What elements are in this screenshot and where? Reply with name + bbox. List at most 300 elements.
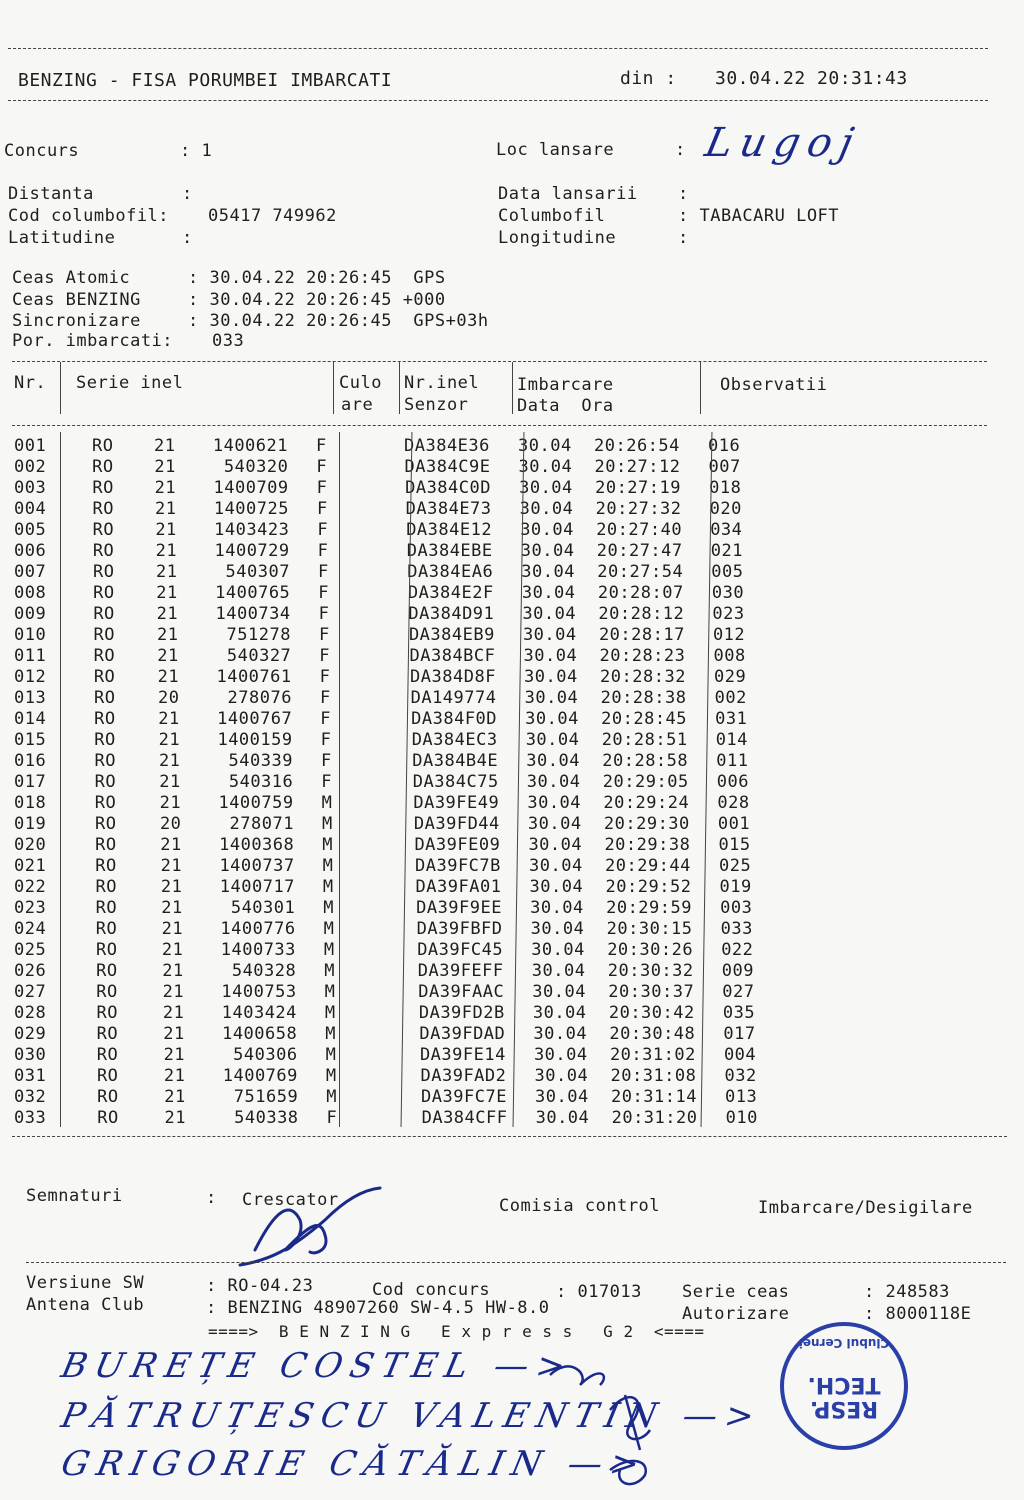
row-year: 21 xyxy=(156,604,179,624)
row-ring-number: 540338 xyxy=(234,1108,299,1128)
row-date: 30.04 xyxy=(527,814,582,834)
row-year: 21 xyxy=(156,625,179,645)
row-observation: 029 xyxy=(714,667,747,687)
row-time: 20:26:54 xyxy=(594,436,680,456)
table-header-bottom-border xyxy=(12,425,987,426)
table-row xyxy=(0,667,1024,688)
row-nr: 020 xyxy=(14,835,47,855)
row-color: F xyxy=(320,751,332,771)
ceas-benzing-value: : 30.04.22 20:26:45 +000 xyxy=(188,290,446,310)
row-nr: 016 xyxy=(14,751,47,771)
row-sensor: DA39FEFF xyxy=(417,961,504,981)
row-color: M xyxy=(324,1003,336,1023)
longitudine-value: : xyxy=(678,228,689,248)
row-sensor: DA39FAAC xyxy=(418,982,505,1002)
row-nr: 006 xyxy=(14,541,47,561)
club-stamp-icon xyxy=(780,1322,908,1450)
row-year: 21 xyxy=(155,562,178,582)
row-nr: 008 xyxy=(14,583,47,603)
header-nr: Nr. xyxy=(14,373,47,393)
row-year: 21 xyxy=(162,1003,185,1023)
sincronizare-label: Sincronizare xyxy=(12,311,141,331)
row-observation: 019 xyxy=(719,877,752,897)
row-date: 30.04 xyxy=(519,499,574,519)
row-year: 21 xyxy=(161,919,184,939)
loc-lansare-colon: : xyxy=(675,140,686,160)
row-ring-number: 1403423 xyxy=(214,520,290,540)
columbofil-value: : TABACARU LOFT xyxy=(678,206,840,226)
row-country: RO xyxy=(95,919,118,939)
row-country: RO xyxy=(95,877,117,897)
table-bottom-border xyxy=(12,1136,1007,1137)
row-country: RO xyxy=(93,625,115,645)
columbofil-label: Columbofil xyxy=(498,206,606,226)
row-year: 21 xyxy=(157,646,179,666)
autorizare-value: : 8000118E xyxy=(864,1304,972,1324)
row-time: 20:27:54 xyxy=(597,562,684,582)
row-date: 30.04 xyxy=(524,688,579,708)
row-time: 20:27:32 xyxy=(595,499,682,519)
row-observation: 006 xyxy=(716,772,750,792)
row-country: RO xyxy=(96,1024,119,1044)
loc-lansare-label: Loc lansare xyxy=(496,140,615,160)
cod-columbofil-value: 05417 749962 xyxy=(208,206,337,226)
col-divider xyxy=(700,362,701,414)
row-ring-number: 1400725 xyxy=(213,499,289,519)
row-time: 20:29:52 xyxy=(605,877,692,897)
row-nr: 011 xyxy=(14,646,47,666)
row-sensor: DA384F0D xyxy=(411,709,498,729)
table-row xyxy=(0,436,1024,457)
row-date: 30.04 xyxy=(527,793,582,813)
data-lansarii-label: Data lansarii xyxy=(498,184,638,204)
row-date: 30.04 xyxy=(528,835,583,855)
table-row xyxy=(0,919,1024,940)
row-date: 30.04 xyxy=(520,541,575,561)
cod-concurs-value: : 017013 xyxy=(556,1282,642,1302)
row-nr: 017 xyxy=(14,772,47,792)
row-sensor: DA384E12 xyxy=(406,520,493,540)
row-country: RO xyxy=(97,1087,119,1107)
row-year: 21 xyxy=(158,709,180,729)
row-color: M xyxy=(324,982,336,1002)
row-country: RO xyxy=(92,499,114,519)
row-color: M xyxy=(326,1087,337,1107)
row-ring-number: 1400709 xyxy=(213,478,289,498)
row-sensor: DA39FC7B xyxy=(415,856,501,876)
row-ring-number: 1400765 xyxy=(215,583,291,603)
sincronizare-value: : 30.04.22 20:26:45 GPS+03h xyxy=(188,311,489,331)
row-year: 20 xyxy=(157,688,180,708)
row-color: M xyxy=(322,856,334,876)
row-observation: 005 xyxy=(711,562,744,582)
table-row xyxy=(0,1066,1024,1087)
row-time: 20:30:26 xyxy=(607,940,694,960)
row-year: 21 xyxy=(158,751,181,771)
row-time: 20:29:30 xyxy=(603,814,690,834)
row-color: M xyxy=(322,835,334,855)
loc-lansare-handwritten: Lugoj xyxy=(701,120,866,166)
row-time: 20:30:42 xyxy=(608,1003,695,1023)
row-date: 30.04 xyxy=(530,919,585,939)
row-time: 20:28:45 xyxy=(601,709,688,729)
table-row xyxy=(0,982,1024,1003)
row-country: RO xyxy=(94,730,116,750)
row-sensor: DA39FD2B xyxy=(418,1003,505,1023)
benzing-express-line: ====> B E N Z I N G E x p r e s s G 2 <==== xyxy=(208,1322,705,1341)
row-sensor: DA39FBFD xyxy=(416,919,503,939)
row-year: 21 xyxy=(163,1066,186,1086)
row-ring-number: 1400734 xyxy=(215,604,291,624)
serie-ceas-label: Serie ceas xyxy=(682,1282,790,1302)
row-date: 30.04 xyxy=(526,772,581,792)
column-divider xyxy=(60,432,61,1127)
row-time: 20:29:24 xyxy=(603,793,690,813)
row-country: RO xyxy=(95,856,117,876)
row-nr: 001 xyxy=(14,436,47,456)
semnaturi-colon: : xyxy=(206,1188,217,1208)
row-country: RO xyxy=(93,646,116,666)
row-nr: 004 xyxy=(14,499,47,519)
row-color: F xyxy=(321,772,333,792)
row-date: 30.04 xyxy=(518,436,572,456)
concurs-value: : 1 xyxy=(180,141,213,161)
row-time: 20:30:37 xyxy=(608,982,695,1002)
row-time: 20:28:51 xyxy=(601,730,688,750)
row-observation: 013 xyxy=(725,1087,758,1107)
row-date: 30.04 xyxy=(523,646,578,666)
row-nr: 005 xyxy=(14,520,47,540)
table-row xyxy=(0,583,1024,604)
row-country: RO xyxy=(96,1045,119,1065)
row-observation: 016 xyxy=(708,436,741,456)
row-sensor: DA39FDAD xyxy=(419,1024,506,1044)
row-country: RO xyxy=(93,667,116,687)
row-ring-number: 1400658 xyxy=(222,1024,298,1044)
semnaturi-label: Semnaturi xyxy=(26,1186,123,1206)
table-row xyxy=(0,1003,1024,1024)
row-nr: 025 xyxy=(14,940,47,960)
row-country: RO xyxy=(94,814,117,834)
row-ring-number: 1400759 xyxy=(218,793,294,813)
row-ring-number: 1400159 xyxy=(217,730,293,750)
row-time: 20:28:23 xyxy=(599,646,686,666)
header-top-border xyxy=(8,48,988,49)
row-observation: 034 xyxy=(710,520,743,540)
row-country: RO xyxy=(97,1108,119,1128)
row-observation: 025 xyxy=(719,856,752,876)
row-country: RO xyxy=(94,709,116,729)
row-time: 20:29:38 xyxy=(604,835,691,855)
row-year: 21 xyxy=(161,898,183,918)
row-year: 21 xyxy=(158,730,181,750)
porumbei-imbarcati-label: Por. imbarcati: xyxy=(12,331,174,351)
row-sensor: DA39FD44 xyxy=(413,814,500,834)
table-row xyxy=(0,898,1024,919)
row-time: 20:28:07 xyxy=(597,583,684,603)
versiune-sw-label: Versiune SW xyxy=(26,1273,145,1293)
row-observation: 023 xyxy=(712,604,745,624)
row-country: RO xyxy=(96,1003,118,1023)
row-sensor: DA39FC7E xyxy=(421,1087,507,1107)
row-nr: 003 xyxy=(14,478,47,498)
row-time: 20:28:38 xyxy=(600,688,687,708)
table-row xyxy=(0,520,1024,541)
row-country: RO xyxy=(92,436,114,456)
row-observation: 007 xyxy=(708,457,741,477)
row-country: RO xyxy=(92,457,114,477)
row-color: F xyxy=(318,625,330,645)
row-year: 21 xyxy=(159,772,181,792)
row-color: F xyxy=(316,499,328,519)
header-nr-inel: Nr.inel xyxy=(404,373,480,393)
table-row xyxy=(0,751,1024,772)
distanta-value: : xyxy=(182,184,193,204)
table-row xyxy=(0,814,1024,835)
row-color: M xyxy=(323,898,334,918)
row-year: 21 xyxy=(154,436,176,456)
row-observation: 009 xyxy=(721,961,754,981)
row-sensor: DA384EB9 xyxy=(408,625,495,645)
row-date: 30.04 xyxy=(520,520,574,540)
row-ring-number: 1400737 xyxy=(219,856,295,876)
row-ring-number: 540316 xyxy=(228,772,294,792)
row-nr: 015 xyxy=(14,730,47,750)
row-sensor: DA384CFF xyxy=(421,1108,508,1128)
stamp-line-1: RESP. xyxy=(809,1396,879,1421)
row-time: 20:30:48 xyxy=(609,1024,696,1044)
row-color: F xyxy=(317,541,329,561)
row-color: M xyxy=(324,961,335,981)
row-time: 20:27:40 xyxy=(596,520,683,540)
row-year: 21 xyxy=(163,1024,185,1044)
row-year: 21 xyxy=(164,1108,187,1128)
row-ring-number: 540307 xyxy=(225,562,290,582)
row-country: RO xyxy=(92,520,115,540)
row-time: 20:31:02 xyxy=(609,1045,696,1065)
header-culoare-2: are xyxy=(341,395,374,415)
row-date: 30.04 xyxy=(521,583,576,603)
row-observation: 031 xyxy=(715,709,748,729)
row-color: F xyxy=(320,730,332,750)
table-row xyxy=(0,646,1024,667)
row-country: RO xyxy=(95,898,118,918)
col-divider xyxy=(60,362,61,414)
row-country: RO xyxy=(92,562,115,582)
row-nr: 013 xyxy=(14,688,47,708)
row-observation: 011 xyxy=(716,751,749,771)
row-nr: 007 xyxy=(14,562,47,582)
row-nr: 033 xyxy=(14,1108,47,1128)
row-ring-number: 278076 xyxy=(227,688,292,708)
table-row xyxy=(0,541,1024,562)
row-ring-number: 751278 xyxy=(226,625,291,645)
row-observation: 014 xyxy=(715,730,748,750)
comisia-control-label: Comisia control xyxy=(499,1196,661,1216)
porumbei-imbarcati-value: 033 xyxy=(212,331,245,351)
row-sensor: DA39FE09 xyxy=(414,835,501,855)
row-observation: 022 xyxy=(721,940,754,960)
row-sensor: DA39FA01 xyxy=(415,877,502,897)
row-observation: 008 xyxy=(713,646,746,666)
row-nr: 010 xyxy=(14,625,47,645)
table-row xyxy=(0,562,1024,583)
row-ring-number: 540301 xyxy=(230,898,296,918)
row-color: M xyxy=(325,1024,336,1044)
row-observation: 021 xyxy=(710,541,743,561)
row-year: 21 xyxy=(154,478,177,498)
row-date: 30.04 xyxy=(531,961,586,981)
row-date: 30.04 xyxy=(525,730,580,750)
row-sensor: DA384D91 xyxy=(408,604,495,624)
row-date: 30.04 xyxy=(535,1087,589,1107)
row-color: F xyxy=(318,604,330,624)
row-nr: 029 xyxy=(14,1024,47,1044)
row-date: 30.04 xyxy=(532,982,586,1002)
row-year: 21 xyxy=(154,457,176,477)
row-sensor: DA384C0D xyxy=(405,478,491,498)
row-date: 30.04 xyxy=(529,856,583,876)
handwritten-signatures-icon xyxy=(540,1345,660,1495)
column-divider xyxy=(339,432,340,1127)
row-time: 20:30:15 xyxy=(606,919,693,939)
antena-club-label: Antena Club xyxy=(26,1295,145,1315)
row-date: 30.04 xyxy=(518,457,573,477)
table-row xyxy=(0,856,1024,877)
row-year: 21 xyxy=(162,961,184,981)
row-time: 20:27:12 xyxy=(594,457,681,477)
row-ring-number: 1400729 xyxy=(214,541,290,561)
latitudine-label: Latitudine xyxy=(8,228,116,248)
row-time: 20:28:17 xyxy=(598,625,685,645)
header-observatii: Observatii xyxy=(720,375,828,395)
row-sensor: DA384BCF xyxy=(409,646,496,666)
row-date: 30.04 xyxy=(535,1108,590,1128)
row-ring-number: 540320 xyxy=(223,457,289,477)
handwritten-line-1: BUREȚE COSTEL —> xyxy=(57,1346,596,1386)
row-observation: 001 xyxy=(717,814,751,834)
row-nr: 012 xyxy=(14,667,47,687)
row-color: F xyxy=(316,478,328,498)
row-sensor: DA384E36 xyxy=(404,436,490,456)
row-date: 30.04 xyxy=(522,604,577,624)
row-ring-number: 1400733 xyxy=(220,940,296,960)
row-time: 20:31:14 xyxy=(611,1087,697,1107)
row-nr: 021 xyxy=(14,856,47,876)
row-color: M xyxy=(325,1066,337,1086)
row-color: F xyxy=(319,667,331,687)
row-color: M xyxy=(323,940,335,960)
row-color: F xyxy=(319,646,331,666)
imbarcare-desigilare-label: Imbarcare/Desigilare xyxy=(758,1198,973,1218)
row-date: 30.04 xyxy=(533,1045,588,1065)
row-date: 30.04 xyxy=(525,709,579,729)
row-ring-number: 1400621 xyxy=(212,436,288,456)
cod-concurs-label: Cod concurs xyxy=(372,1280,491,1300)
row-date: 30.04 xyxy=(526,751,580,771)
row-time: 20:28:12 xyxy=(598,604,685,624)
row-sensor: DA384EA6 xyxy=(407,562,494,582)
row-country: RO xyxy=(93,688,116,708)
row-year: 21 xyxy=(161,940,184,960)
row-ring-number: 1400761 xyxy=(216,667,292,687)
row-nr: 031 xyxy=(14,1066,47,1086)
row-year: 21 xyxy=(160,835,182,855)
row-color: F xyxy=(320,709,332,729)
row-nr: 028 xyxy=(14,1003,47,1023)
footer-divider xyxy=(26,1262,1006,1263)
row-observation: 030 xyxy=(711,583,745,603)
row-nr: 024 xyxy=(14,919,47,939)
table-row xyxy=(0,499,1024,520)
row-date: 30.04 xyxy=(531,940,585,960)
row-nr: 014 xyxy=(14,709,47,729)
row-observation: 012 xyxy=(712,625,746,645)
row-nr: 023 xyxy=(14,898,47,918)
row-color: M xyxy=(325,1045,337,1065)
row-sensor: DA384E2F xyxy=(407,583,494,603)
row-time: 20:29:59 xyxy=(606,898,692,918)
row-color: F xyxy=(317,562,329,582)
row-country: RO xyxy=(94,751,116,771)
row-observation: 033 xyxy=(720,919,753,939)
row-country: RO xyxy=(95,835,117,855)
row-year: 21 xyxy=(155,520,177,540)
row-color: F xyxy=(316,457,328,477)
serie-ceas-value: : 248583 xyxy=(864,1282,950,1302)
document-title: BENZING - FISA PORUMBEI IMBARCATI xyxy=(18,70,393,91)
row-observation: 003 xyxy=(720,898,753,918)
row-color: M xyxy=(321,793,333,813)
crescator-signature-icon xyxy=(230,1180,390,1280)
row-sensor: DA39FE14 xyxy=(419,1045,506,1065)
row-time: 20:28:58 xyxy=(602,751,689,771)
col-divider xyxy=(512,362,513,414)
table-row xyxy=(0,709,1024,730)
table-row xyxy=(0,961,1024,982)
ceas-atomic-label: Ceas Atomic xyxy=(12,268,131,288)
row-country: RO xyxy=(96,961,118,981)
table-row xyxy=(0,457,1024,478)
row-time: 20:31:20 xyxy=(611,1108,698,1128)
row-observation: 018 xyxy=(709,478,742,498)
table-row xyxy=(0,1024,1024,1045)
row-year: 20 xyxy=(159,814,182,834)
row-observation: 015 xyxy=(718,835,751,855)
row-nr: 027 xyxy=(14,982,47,1002)
stamp-line-2: TECH. xyxy=(807,1372,881,1397)
row-time: 20:27:19 xyxy=(595,478,681,498)
table-top-border xyxy=(12,361,987,362)
row-observation: 032 xyxy=(724,1066,757,1086)
longitudine-label: Longitudine xyxy=(498,228,617,248)
header-culoare: Culo xyxy=(339,373,382,393)
row-sensor: DA384E73 xyxy=(405,499,492,519)
row-sensor: DA384C9E xyxy=(404,457,491,477)
row-time: 20:27:47 xyxy=(596,541,683,561)
cod-columbofil-label: Cod columbofil: xyxy=(8,206,170,226)
autorizare-label: Autorizare xyxy=(682,1304,790,1324)
table-row xyxy=(0,604,1024,625)
row-observation: 010 xyxy=(725,1108,758,1128)
row-date: 30.04 xyxy=(530,898,584,918)
table-row xyxy=(0,772,1024,793)
antena-club-value: : BENZING 48907260 SW-4.5 HW-8.0 xyxy=(206,1298,550,1318)
col-divider xyxy=(333,362,334,414)
row-year: 21 xyxy=(160,856,183,876)
header-imbarcare: Imbarcare xyxy=(517,375,614,395)
row-observation: 002 xyxy=(714,688,747,708)
